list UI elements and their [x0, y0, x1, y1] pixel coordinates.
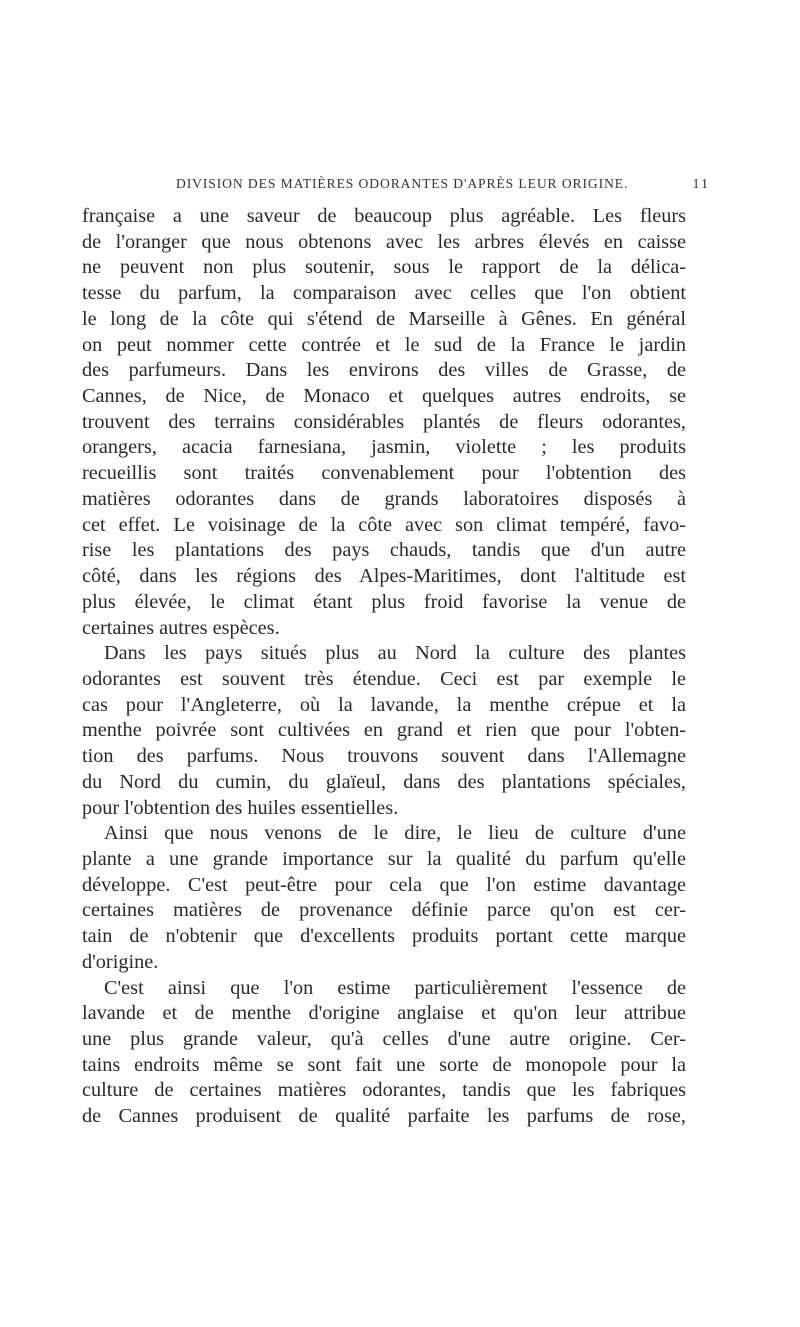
paragraph-3	[82, 821, 686, 975]
text-line: de Cannes produisent de qualité parfaite les parfums de rose,	[82, 1105, 686, 1128]
text-line: cet effet. Le voisinage de la côte avec son climat tempéré, favo-	[82, 513, 686, 536]
text-line: des parfumeurs. Dans les environs des villes de Grasse, de	[82, 359, 686, 382]
text-line: matières odorantes dans de grands laboratoires disposés à	[82, 487, 686, 510]
text-line: rise les plantations des pays chauds, tandis que d'un autre	[82, 539, 686, 562]
body-text	[82, 204, 686, 1130]
paragraph-1	[82, 204, 686, 641]
text-line: orangers, acacia farnesiana, jasmin, violette ; les produits	[82, 436, 686, 459]
running-title: DIVISION DES MATIÈRES ODORANTES D'APRÈS LEUR ORIGINE.	[176, 176, 629, 191]
text-line: Ainsi que nous venons de le dire, le lieu de culture d'une	[104, 822, 686, 845]
text-line: Cannes, de Nice, de Monaco et quelques autres endroits, se	[82, 385, 686, 408]
text-line: plus élevée, le climat étant plus froid favorise la venue de	[82, 590, 686, 613]
text-line: tion des parfums. Nous trouvons souvent dans l'Allemagne	[82, 745, 686, 768]
text-line: le long de la côte qui s'étend de Marseille à Gênes. En général	[82, 307, 686, 330]
running-head	[176, 176, 710, 193]
text-line: du Nord du cumin, du glaïeul, dans des plantations spéciales,	[82, 770, 686, 793]
text-line: recueillis sont traités convenablement pour l'obtention des	[82, 462, 686, 485]
text-line: certaines matières de provenance définie parce qu'on est cer-	[82, 899, 686, 922]
text-line: d'origine.	[82, 950, 159, 973]
text-line: lavande et de menthe d'origine anglaise et qu'on leur attribue	[82, 1002, 686, 1025]
text-line: trouvent des terrains considérables plantés de fleurs odorantes,	[82, 410, 686, 433]
text-line: certaines autres espèces.	[82, 616, 280, 639]
text-line: odorantes est souvent très étendue. Ceci est par exemple le	[82, 667, 686, 690]
text-line: cas pour l'Angleterre, où la lavande, la menthe crépue et la	[82, 693, 686, 716]
text-line: pour l'obtention des huiles essentielles.	[82, 796, 399, 819]
text-line: une plus grande valeur, qu'à celles d'une autre origine. Cer-	[82, 1028, 686, 1050]
text-line: Dans les pays situés plus au Nord la culture des plantes	[104, 642, 686, 665]
text-line: C'est ainsi que l'on estime particulièrement l'essence de	[104, 976, 686, 999]
text-line: culture de certaines matières odorantes, tandis que les fabriques	[82, 1079, 686, 1102]
paragraph-2	[82, 641, 686, 821]
text-line: côté, dans les régions des Alpes-Maritimes, dont l'altitude est	[82, 565, 686, 588]
text-line: développe. C'est peut-être pour cela que l'on estime davantage	[82, 873, 686, 896]
page-number: 11	[692, 177, 710, 192]
text-line: menthe poivrée sont cultivées en grand et rien que pour l'obten-	[82, 719, 686, 742]
text-line: française a une saveur de beaucoup plus agréable. Les fleurs	[82, 205, 686, 227]
paragraph-4	[82, 976, 686, 1130]
text-line: plante a une grande importance sur la qualité du parfum qu'elle	[82, 847, 686, 870]
text-line: on peut nommer cette contrée et le sud de la France le jardin	[82, 333, 686, 356]
text-line: de l'oranger que nous obtenons avec les arbres élevés en caisse	[82, 230, 686, 253]
text-line: ne peuvent non plus soutenir, sous le rapport de la délica-	[82, 256, 686, 279]
text-line: tains endroits même se sont fait une sorte de monopole pour la	[82, 1053, 686, 1076]
text-line: tesse du parfum, la comparaison avec celles que l'on obtient	[82, 282, 686, 305]
text-line: tain de n'obtenir que d'excellents produits portant cette marque	[82, 925, 686, 948]
